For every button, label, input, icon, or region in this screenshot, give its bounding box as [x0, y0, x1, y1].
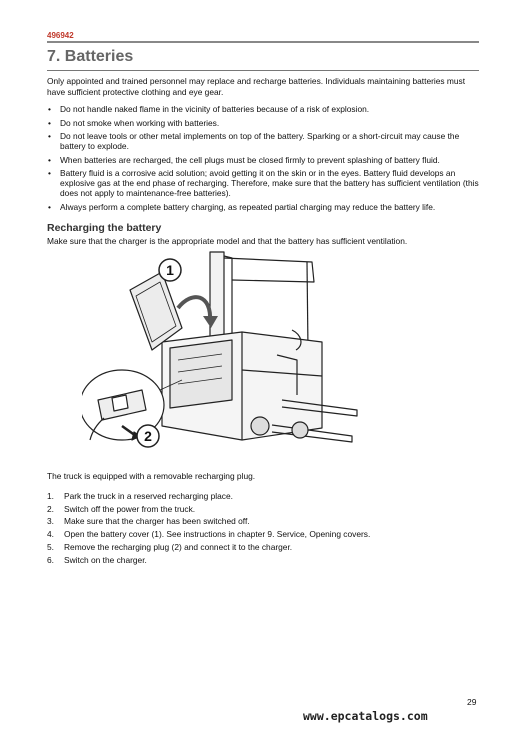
step-text: Switch off the power from the truck.: [64, 503, 196, 514]
callout-1-label: 1: [166, 262, 174, 278]
safety-item: • Do not leave tools or other metal implements on top of the battery. Sparking or a short-circuit may cause the battery to explode.: [47, 131, 481, 151]
step-item: [47, 554, 370, 567]
step-text: Make sure that the charger has been switched off.: [64, 516, 250, 527]
step-item: [47, 490, 370, 503]
intro-paragraph: Only appointed and trained personnel may replace and recharge batteries. Individuals maintaining batteries must have sufficient protective clothing and eye gear.: [47, 76, 466, 97]
step-number: 3.: [47, 516, 54, 527]
page-number: 29: [467, 697, 477, 707]
steps-list: [47, 490, 370, 566]
step-number: 6.: [47, 554, 54, 565]
step-item: [47, 541, 370, 554]
callout-1: [159, 259, 181, 281]
step-number: 4.: [47, 529, 54, 540]
safety-item: • Do not handle naked flame in the vicinity of batteries because of a risk of explosion.: [47, 104, 481, 114]
step-number: 1.: [47, 491, 54, 501]
step-item: [47, 503, 370, 516]
step-item: [47, 528, 370, 541]
callout-2-label: 2: [144, 428, 152, 444]
step-text: Remove the recharging plug (2) and connect it to the charger.: [64, 541, 293, 552]
figure-text: The truck is equipped with a removable recharging plug.: [47, 471, 256, 481]
section-text: Make sure that the charger is the appropriate model and that the battery has sufficient ventilation.: [47, 236, 408, 246]
step-text: Park the truck in a reserved recharging place.: [64, 491, 233, 501]
step-number: 2.: [47, 503, 54, 514]
step-text: Switch on the charger.: [64, 554, 147, 565]
section-title: Recharging the battery: [47, 222, 162, 234]
header-rule: [47, 41, 479, 43]
step-item: [47, 515, 370, 528]
document-code: 496942: [47, 31, 74, 40]
safety-item: • Do not smoke when working with batteries.: [47, 118, 481, 128]
safety-item: • Always perform a complete battery charging, as repeated partial charging may reduce the battery life.: [47, 202, 481, 212]
safety-item: • When batteries are recharged, the cell plugs must be closed firmly to prevent splashing of battery fluid.: [47, 155, 481, 165]
safety-list: [47, 104, 481, 215]
callout-2: [137, 425, 159, 447]
step-number: 5.: [47, 541, 54, 552]
step-text: Open the battery cover (1). See instructions in chapter 9. Service, Opening covers.: [64, 529, 371, 540]
watermark-text: www.epcatalogs.com: [303, 709, 428, 723]
chapter-title: 7. Batteries: [47, 48, 134, 65]
truck-battery-illustration: [82, 250, 362, 460]
safety-item: • Battery fluid is a corrosive acid solution; avoid getting it on the skin or in the eyes. Battery fluid develops an explosive gas at the end phase of recharging. Therefore, make sure that the battery has sufficient ventilation (this does not apply to maintenance-free batteries).: [47, 168, 481, 198]
title-rule: [47, 70, 479, 71]
